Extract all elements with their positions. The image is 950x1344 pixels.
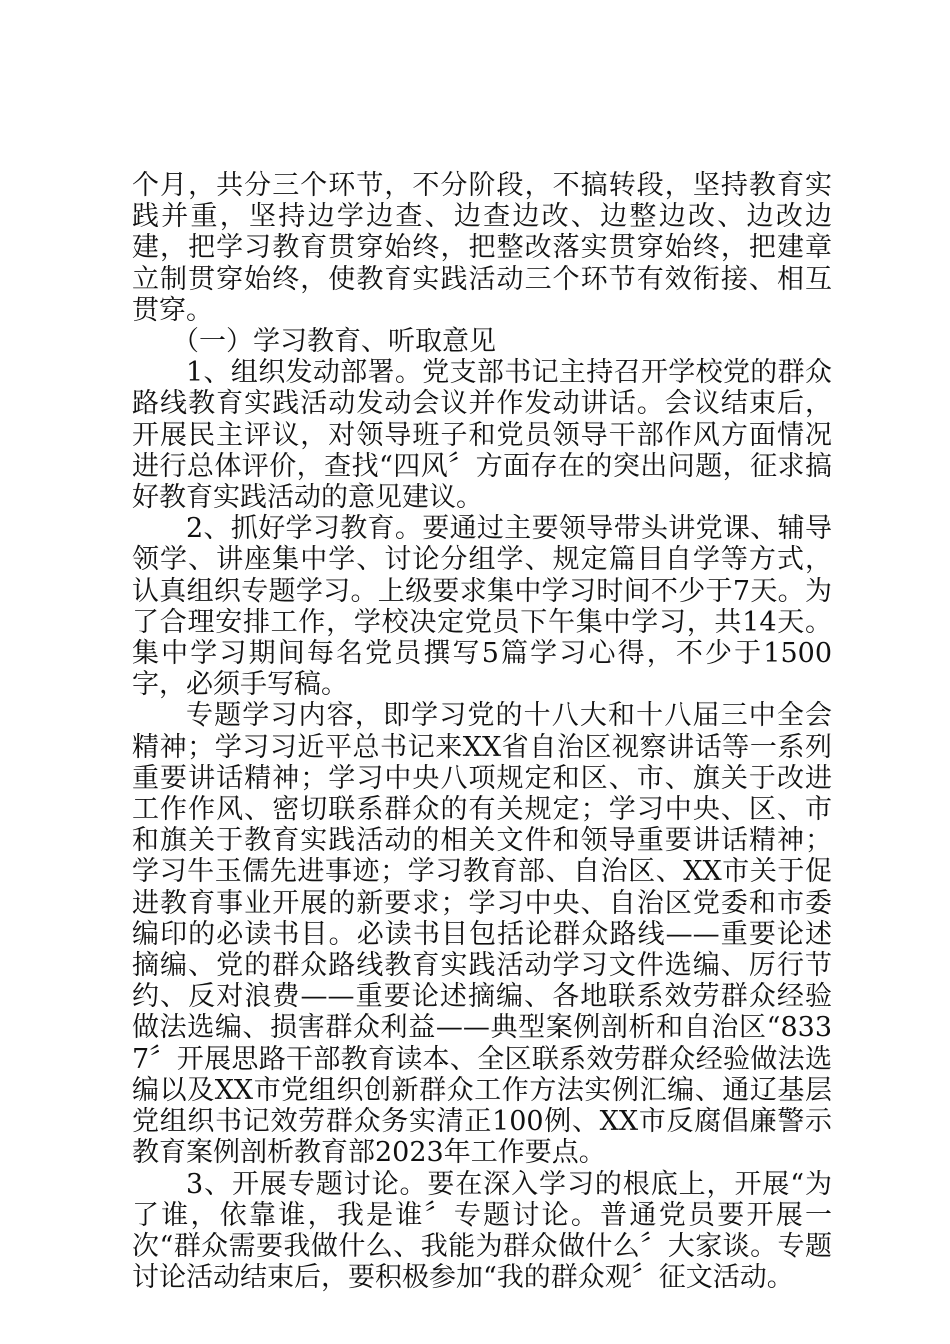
section-heading: （一）学习教育、听取意见 (172, 326, 496, 358)
document-page (132, 170, 832, 1293)
paragraph-intro-continuation: 个月，共分三个环节，不分阶段，不搞转段，坚持教育实践并重，坚持边学边查、边查边改、边整边改、边改边建，把学习教育贯穿始终，把整改落实贯穿始终，把建章立制贯穿始终，使教育实践活动三个环节有效衔接、相互贯穿。 (132, 170, 832, 326)
paragraph-study-content: 专题学习内容，即学习党的十八大和十八届三中全会精神；学习习近平总书记来XX省自治区视察讲话等一系列重要讲话精神；学习中央八项规定和区、市、旗关于改进工作作风、密切联系群众的有关规定；学习中央、区、市和旗关于教育实践活动的相关文件和领导重要讲话精神；学习牛玉儒先进事迹；学习教育部、自治区、XX市关于促进教育事业开展的新要求；学习中央、自治区党委和市委编印的必读书目。必读书目包括论群众路线——重要论述摘编、党的群众路线教育实践活动学习文件选编、厉行节约、反对浪费——重要论述摘编、各地联系效劳群众经验做法选编、损害群众利益——典型案例剖析和自治区“8337〞开展思路干部教育读本、全区联系效劳群众经验做法选编以及XX市党组织创新群众工作方法实例汇编、通辽基层党组织书记效劳群众务实清正100例、XX市反腐倡廉警示教育案例剖析教育部2023年工作要点。 (132, 700, 832, 1169)
paragraph-item-1: 1、组织发动部署。党支部书记主持召开学校党的群众路线教育实践活动发动会议并作发动讲话。会议结束后，开展民主评议，对领导班子和党员领导干部作风方面情况进行总体评价，查找“四风〞方面存在的突出问题，征求搞好教育实践活动的意见建议。 (132, 357, 832, 514)
paragraph-item-2: 2、抓好学习教育。要通过主要领导带头讲党课、辅导领学、讲座集中学、讨论分组学、规定篇目自学等方式，认真组织专题学习。上级要求集中学习时间不少于7天。为了合理安排工作，学校决定党员下午集中学习，共14天。集中学习期间每名党员撰写5篇学习心得，不少于1500字，必须手写稿。 (132, 513, 832, 701)
paragraph-item-3: 3、开展专题讨论。要在深入学习的根底上，开展“为了谁，依靠谁，我是谁〞专题讨论。普通党员要开展一次“群众需要我做什么、我能为群众做什么〞大家谈。专题讨论活动结束后，要积极参加“我的群众观〞征文活动。 (132, 1168, 832, 1294)
